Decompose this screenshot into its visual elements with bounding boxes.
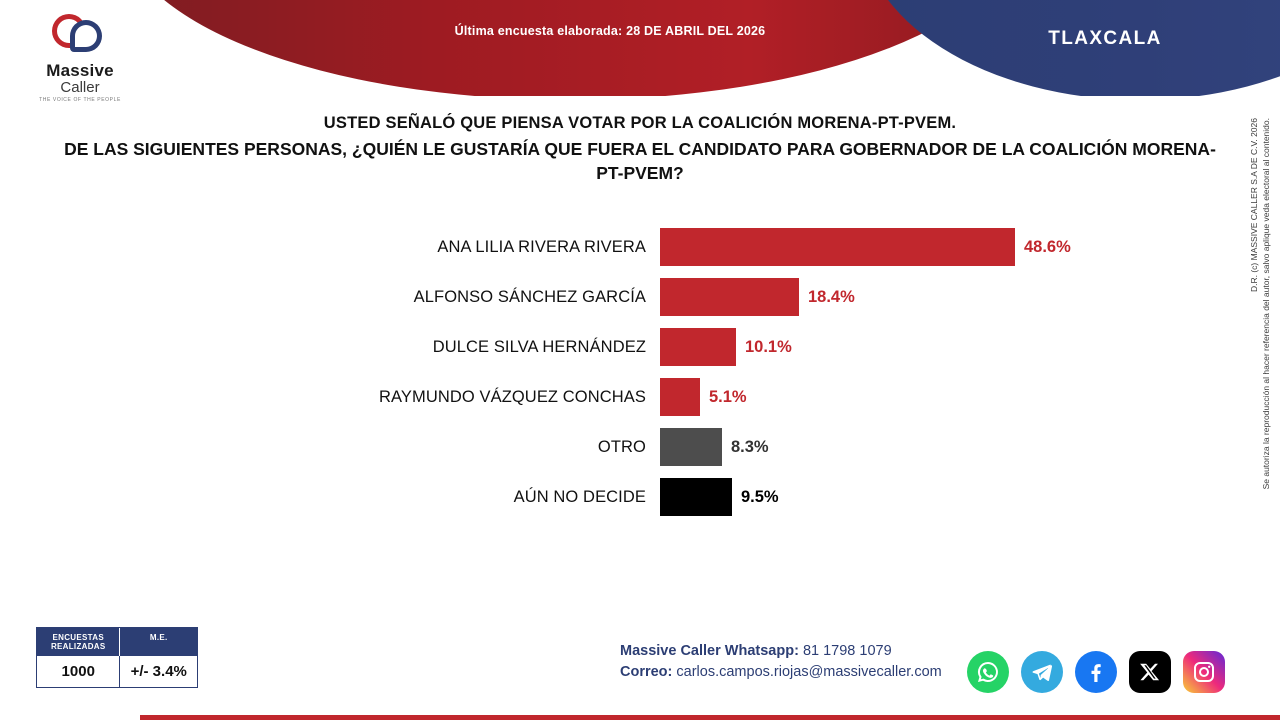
email-label: Correo: [620,664,673,681]
chart-row [0,372,1280,422]
sample-header-margin: M.E. [149,632,168,642]
bar-track [660,422,1280,472]
legal-reproduction: Se autoriza la reproducción al hacer referencia del autor, salvo aplique veda electoral al contenido. [1261,118,1272,490]
sample-header-surveys: ENCUESTAS REALIZADAS [37,628,120,656]
category-label: AÚN NO DECIDE [513,487,646,506]
bar-value-label: 8.3% [731,437,769,456]
x-icon[interactable] [1129,651,1171,693]
page-title [60,114,1220,185]
bar-track [660,272,1280,322]
bar-track [660,222,1280,272]
whatsapp-icon[interactable] [967,651,1009,693]
category-label: RAYMUNDO VÁZQUEZ CONCHAS [378,387,646,406]
legal-copyright: D.R. (c) MASSIVE CALLER S.A DE C.V. 2026 [1249,118,1260,293]
bar-value-label: 5.1% [709,387,747,406]
bar-segment [660,328,736,366]
email-line [620,662,942,684]
bar-track [660,472,1280,522]
whatsapp-line [620,641,942,663]
bar-track [660,322,1280,372]
facebook-icon[interactable] [1075,651,1117,693]
header-banner [0,0,1280,96]
footer-white-gap [0,708,140,720]
logo-tagline: THE VOICE OF THE PEOPLE [39,96,121,103]
chart-row [0,472,1280,522]
question-line-2: DE LAS SIGUIENTES PERSONAS, ¿QUIÉN LE GUSTARÍA QUE FUERA EL CANDIDATO PARA GOBERNADOR DE LA COALICIÓN MORENA-PT-PVEM? [64,139,1216,183]
bar-value-label: 18.4% [808,287,855,306]
chart-row [0,422,1280,472]
sample-table-header [37,628,197,656]
bar-segment [660,228,1015,266]
legal-sidebar [1248,118,1274,608]
bar-segment [660,278,799,316]
sample-value-surveys: 1000 [37,656,120,687]
chart-row [0,272,1280,322]
logo-name-bottom: Caller [60,78,100,96]
category-label: ANA LILIA RIVERA RIVERA [437,237,646,256]
category-label: ALFONSO SÁNCHEZ GARCÍA [413,287,646,306]
instagram-icon[interactable] [1183,651,1225,693]
bar-value-label: 9.5% [741,487,779,506]
chart-row [0,222,1280,272]
whatsapp-number: 81 1798 1079 [802,642,892,659]
footer-red-line [140,715,1280,720]
chart-row [0,322,1280,372]
whatsapp-label: Massive Caller Whatsapp: [620,642,799,659]
bar-value-label: 48.6% [1024,237,1071,256]
social-links [967,651,1225,693]
header-red-shape [120,0,1020,96]
bar-track [660,372,1280,422]
sample-table-row [37,656,197,687]
brand-logo [22,8,138,104]
footer-bar [0,708,1280,720]
email-address: carlos.campos.riojas@massivecaller.com [676,664,942,681]
bar-segment [660,428,722,466]
speech-bubbles-icon [50,12,110,60]
bar-segment [660,478,732,516]
bar-chart [0,222,1280,542]
contact-block [620,641,942,685]
bar-value-label: 10.1% [745,337,792,356]
logo-name-top: Massive [46,61,114,80]
telegram-icon[interactable] [1021,651,1063,693]
question-line-1: USTED SEÑALÓ QUE PIENSA VOTAR POR LA COALICIÓN MORENA-PT-PVEM. [323,114,957,132]
state-name: TLAXCALA [1048,28,1162,49]
survey-date: Última encuesta elaborada: 28 DE ABRIL DEL 2026 [454,24,766,38]
bar-segment [660,378,700,416]
category-label: DULCE SILVA HERNÁNDEZ [432,337,646,356]
category-label: OTRO [597,437,646,456]
sample-value-margin: +/- 3.4% [130,663,187,680]
sample-size-table [36,627,198,688]
